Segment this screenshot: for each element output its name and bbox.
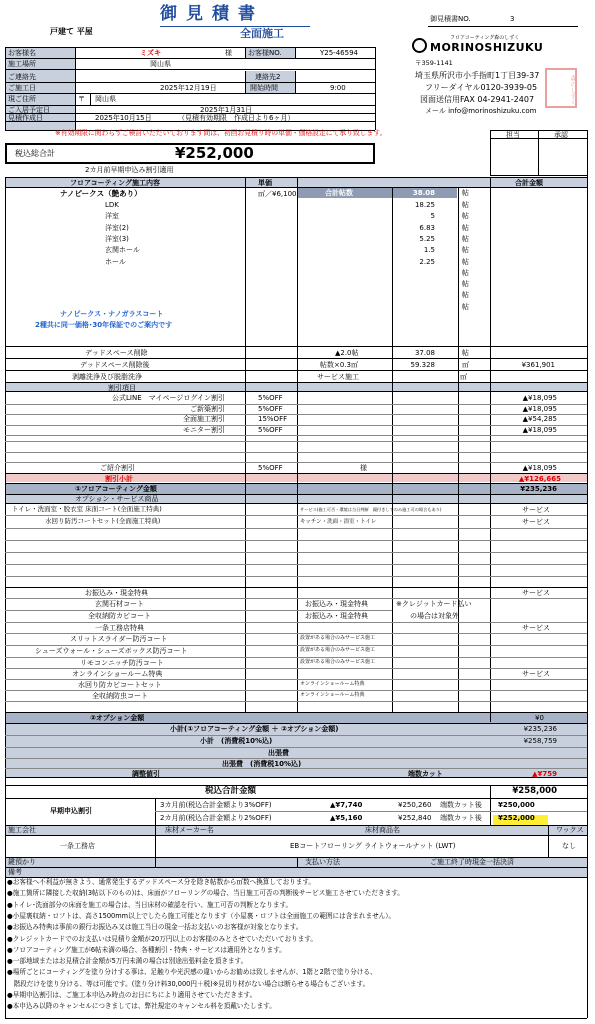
- early-final: ¥252,000: [498, 814, 535, 822]
- ichijo-item-1-note: 設置がある場合のみサービス施工: [300, 635, 376, 641]
- trip-fee-label: 出張費: [268, 749, 289, 757]
- company-zip: 〒359-1141: [415, 59, 453, 67]
- note-line: ●早期申込割引は、ご施工本申込み時点のお日にちにより適用させていただきます。: [7, 991, 257, 999]
- dead-space-value: ▲2.0帖: [335, 349, 359, 357]
- option-header: オプション・サービス商品: [75, 495, 159, 503]
- ichijo-header: 一条工務店特典: [95, 624, 144, 632]
- wax-label: ワックス: [556, 826, 584, 834]
- page-title: 御見積書: [160, 4, 264, 24]
- discount-subtotal: ▲¥126,665: [518, 475, 561, 483]
- company-seal: 森のしずく: [545, 68, 577, 108]
- option-1-note: サービス(施工可否・環境は当日判断 鏡付きしでのみ施工可の場合もあり): [300, 507, 442, 512]
- room-tatami: 5: [430, 212, 435, 221]
- discount-pct: 5%OFF: [258, 394, 283, 402]
- content-header: フロアコーティング施工内容: [70, 179, 160, 187]
- total-value: ¥252,000: [175, 144, 254, 162]
- early-period: 2カ月前(税込合計金額より2%OFF): [160, 814, 272, 822]
- notice-text: ※有効期限に関わらずご検討いただいております間は、初回お見積り時の単価・価格設定にて承り致します。: [55, 129, 387, 137]
- tatami-unit: 帖: [462, 280, 469, 289]
- coating-total: ¥235,236: [520, 485, 557, 493]
- after-dead-amount: ¥361,901: [521, 361, 555, 369]
- discount-amount: ▲¥18,095: [522, 425, 557, 434]
- early-after-discount: ¥250,260: [398, 801, 432, 809]
- discount-name: 公式LINE マイページログイン割引: [112, 394, 225, 402]
- site-value: 岡山県: [150, 60, 171, 68]
- discount-name: ご新築割引: [190, 404, 225, 413]
- dead-space-label: デッドスペース削除: [85, 349, 148, 357]
- contact2-label: 連絡先2: [255, 73, 281, 81]
- note-line: ●本申込み以降のキャンセルにつきましては、弊社規定のキャンセル料を頂戴いたします。: [7, 1002, 276, 1011]
- payment-method-value: ご施工終了時現金一括決済: [430, 858, 514, 866]
- construction-company-value: 一条工務店: [60, 842, 95, 850]
- pay-item-1-note: お振込み・現金特典: [305, 600, 368, 608]
- pay-item-2-note: お振込み・現金特典: [305, 612, 368, 620]
- room-name: 洋室: [105, 212, 119, 221]
- ichijo-item-3-note: 設置がある場合のみサービス施工: [300, 659, 376, 665]
- install-date: 2025年12月19日: [160, 84, 217, 92]
- dead-space-total: 37.08: [414, 349, 435, 357]
- customer-name-label: お客様名: [8, 49, 36, 57]
- room-tatami: 18.25: [414, 201, 435, 209]
- room-tatami: 2.25: [419, 257, 435, 266]
- honorific: 様: [225, 49, 232, 57]
- subtotal-1-label: 小計(①フロアコーティング金額 ＋ ②オプション金額): [170, 725, 339, 733]
- start-time: 9:00: [330, 84, 346, 92]
- after-dead-unit: ㎡: [462, 361, 469, 369]
- early-after-discount: ¥252,840: [398, 814, 432, 822]
- floor-product-value: EBコートフローリング ライトウォールナット (LWT): [290, 842, 456, 850]
- key-holding-label: 鍵預かり: [8, 858, 36, 866]
- total-note: 2カ月前早期申込み割引適用: [85, 166, 174, 174]
- discount-amount: ▲¥18,095: [522, 394, 557, 402]
- total-label: 税込総合計: [15, 149, 55, 158]
- discount-amount: ▲¥18,095: [522, 404, 557, 413]
- intro-discount-who: 様: [360, 464, 367, 472]
- contact-label: ご連絡先: [8, 73, 36, 81]
- tatami-unit: 帖: [462, 268, 469, 277]
- company-logo: MORINOSHIZUKU: [430, 41, 544, 54]
- discount-amount: ▲¥54,285: [522, 415, 557, 423]
- option-1-label: トイレ・洗面室・脱衣室 床面コート(全面施工特典): [12, 505, 162, 513]
- tatami-unit: 帖: [462, 291, 469, 300]
- building-type: 戸建て 平屋: [50, 27, 93, 36]
- note-line: ●フロアコーティング施工が6帖未満の場合、各種割引・特典・サービスは適用外となります。: [7, 945, 286, 954]
- note-line: ●場所ごとにコーティングを塗り分けする事は、足触りや光沢感の違いからお勧めは致しませんが、1階と2階で塗り分ける、: [7, 968, 377, 977]
- product-name: ナノピークス（艶あり）: [60, 189, 142, 198]
- pay-amount: サービス: [522, 589, 550, 597]
- company-address: 埼玉県所沢市小手指町1丁目39-37: [415, 71, 540, 80]
- coating-total-label: ①フロアコーティング金額: [75, 485, 157, 493]
- room-name: 洋室(2): [105, 223, 129, 232]
- room-tatami: 1.5: [423, 246, 435, 255]
- discount-name: 全面施工割引: [183, 415, 225, 423]
- created-date: 2025年10月15日: [95, 114, 152, 122]
- online-header: オンラインショールーム特典: [72, 670, 163, 678]
- company-mail: メール info@morinoshizuku.com: [425, 107, 537, 115]
- pay-header: お振込み・現金特典: [85, 589, 148, 597]
- early-final: ¥250,000: [498, 801, 535, 809]
- room-name: ホール: [105, 257, 126, 266]
- option-2-label: 水回り防汚コートセット(全面施工特典): [45, 517, 161, 525]
- option-1-amount: サービス: [522, 506, 550, 514]
- approve-label: 承認: [554, 131, 568, 139]
- remarks-label: 備考: [8, 868, 22, 876]
- note-line: 階段だけを塗り分ける、等は可能です。(塗り分け料30,000円＋税)※見切り材がない場合は断らせる場合もございます。: [7, 979, 370, 988]
- room-tatami: 6.83: [419, 223, 435, 232]
- room-name: 洋室(3): [105, 234, 129, 243]
- tatami-unit: 帖: [462, 257, 469, 266]
- doc-no-label: 御見積書NO.: [430, 15, 471, 23]
- intro-discount-pct: 5%OFF: [258, 464, 283, 472]
- early-period: 3カ月前(税込合計金額より3%OFF): [160, 801, 272, 809]
- note-line: ●クレジットカードでのお支払いは見積り金額が20万円以上のお客様のみとさせていただいております。: [7, 934, 317, 943]
- online-item-1-note: オンラインショールーム特典: [300, 681, 365, 687]
- floor-maker-label: 床材メーカー名: [165, 826, 214, 834]
- unit-price: ㎡／¥6,100: [258, 190, 297, 198]
- install-date-label: ご施工日: [8, 84, 36, 92]
- note-line: ●施工箇所に隣接した収納(3帖以下のもの)は、床面がフローリングの場合、当日施工可否の判断後サービス施工させていただきます。: [7, 889, 404, 898]
- address-label: 現ご住所: [8, 95, 36, 103]
- address-value: 岡山県: [95, 95, 116, 103]
- wash-value: サービス施工: [317, 373, 359, 381]
- floor-product-label: 床材商品名: [365, 826, 400, 834]
- option-2-amount: サービス: [522, 518, 550, 526]
- after-dead-label: デッドスペース削除後: [80, 361, 150, 369]
- construction-company-label: 施工会社: [8, 826, 36, 834]
- after-dead-value: 59.328: [410, 361, 435, 369]
- start-time-label: 開始時間: [250, 84, 278, 92]
- wash-unit: ㎡: [460, 373, 467, 381]
- after-dead-calc: 帖数×0.3㎡: [320, 361, 358, 369]
- round-cut-label: 端数カット: [408, 770, 443, 778]
- ichijo-item-3: リモコンニッチ防汚コート: [80, 659, 164, 667]
- online-item-2: 全収納防虫コート: [92, 692, 148, 700]
- early-discount: ▲¥7,740: [330, 801, 363, 809]
- tatami-unit: 帖: [462, 212, 469, 221]
- note-line: ●お振込み特典は事前の銀行お振込み又は施工当日の現金一括お支払いのお客様が対象となります。: [7, 923, 303, 932]
- wax-value: なし: [562, 842, 576, 850]
- amount-header: 合計金額: [515, 179, 543, 187]
- note-line: ●お客様へ不利益が無きよう、通常発生するデッドスペース分を除き帖数から㎡数へ換算しております。: [7, 878, 316, 886]
- room-name: 玄関ホール: [105, 246, 140, 255]
- staff-label: 担当: [506, 131, 520, 139]
- card-note-2: の場合は対象外: [410, 612, 459, 620]
- doc-no: 3: [510, 15, 515, 23]
- online-amount: サービス: [522, 670, 550, 678]
- customer-name: ミズキ: [140, 49, 161, 57]
- logo-leaf-icon: [412, 38, 427, 53]
- intro-discount-label: ご紹介割引: [100, 464, 135, 472]
- discount-name: モニター割引: [183, 425, 225, 434]
- note-line: ●トイレ･洗面部分の床面を施工の場合は、当日床材の確認を行い、施工可否の判断となります。: [7, 900, 293, 909]
- subtotal-1: ¥235,236: [523, 725, 557, 733]
- early-discount: ▲¥5,160: [330, 814, 363, 822]
- zip-mark: 〒: [78, 95, 85, 103]
- round-cut: ▲¥759: [532, 770, 557, 778]
- early-discount-label: 早期申込割引: [50, 807, 92, 815]
- area-label: 合計帖数: [325, 189, 353, 197]
- page-subtitle: 全面施工: [240, 27, 284, 40]
- ichijo-item-1: スリットスライダー防汚コート: [70, 635, 168, 643]
- move-in-label: ご入居予定日: [8, 106, 50, 114]
- adjust-label: 調整値引: [132, 770, 160, 778]
- payment-method-label: 支払い方法: [305, 858, 340, 866]
- area-total: 38.08: [412, 189, 435, 197]
- discount-subtotal-label: 割引小計: [105, 475, 133, 483]
- early-cut-label: 端数カット後: [440, 814, 482, 822]
- ichijo-item-2-note: 設置がある場合のみサービス施工: [300, 647, 376, 653]
- promo-line-1: ナノピークス・ナノガラスコート: [60, 310, 164, 318]
- note-line: ●小屋裏収納・ロフトは、高さ1500mm以上でしたら施工可能となります（小屋裏・ロフトは全面施工の範囲には含まれません）。: [7, 911, 396, 920]
- discount-pct: 5%OFF: [258, 425, 283, 434]
- created-label: 見積作成日: [8, 114, 43, 122]
- subtotal-2: ¥258,759: [523, 737, 557, 745]
- tatami-unit: 帖: [462, 201, 469, 209]
- wash-label: 剥離洗浄及び脱脂洗浄: [72, 373, 142, 381]
- dead-space-unit: 帖: [462, 349, 469, 357]
- option-total-label: ②オプション金額: [90, 714, 145, 722]
- tatami-unit: 帖: [462, 223, 469, 232]
- subtotal-2-label: 小計 (消費税10%込): [200, 737, 273, 745]
- company-fax: 図面送信用FAX 04-2941-2407: [420, 95, 535, 104]
- ichijo-item-2: シューズウォール・シューズボックス防汚コート: [35, 647, 188, 655]
- discount-header: 割引項目: [108, 384, 136, 392]
- company-freedial: フリーダイヤル0120-3939-05: [425, 83, 538, 92]
- discount-pct: 5%OFF: [258, 404, 283, 413]
- discount-pct: 15%OFF: [258, 415, 288, 423]
- move-in-date: 2025年1月31日: [200, 106, 253, 114]
- customer-no-label: お客様NO.: [248, 49, 282, 57]
- room-tatami: 5.25: [419, 234, 435, 243]
- grand-total-label: 税込合計金額: [205, 786, 257, 796]
- option-total: ¥0: [535, 714, 544, 722]
- company-tagline: フロアコーティング森のしずく: [450, 35, 520, 41]
- card-note-1: ※クレジットカード払い: [396, 600, 472, 608]
- tatami-unit: 帖: [462, 234, 469, 243]
- pay-item-2: 全収納防カビコート: [88, 612, 151, 620]
- tatami-unit: 帖: [462, 246, 469, 255]
- tatami-unit: 帖: [462, 302, 469, 311]
- pay-item-1: 玄関石材コート: [95, 600, 144, 608]
- room-name: LDK: [105, 201, 119, 209]
- site-label: 施工場所: [8, 60, 36, 68]
- validity-note: （見積有効期限 作成日より6ヶ月）: [178, 114, 295, 122]
- customer-no: Y25-46594: [320, 49, 358, 57]
- tatami-unit: 帖: [462, 189, 469, 197]
- online-item-2-note: オンラインショールーム特典: [300, 692, 365, 698]
- online-item-1: 水回り防カビコートセット: [78, 681, 162, 689]
- unit-header: 単価: [258, 179, 272, 187]
- intro-discount-amount: ▲¥18,095: [522, 464, 557, 472]
- early-cut-label: 端数カット後: [440, 801, 482, 809]
- trip-fee-tax-label: 出張費 (消費税10%込): [222, 760, 302, 768]
- ichijo-amount: サービス: [522, 624, 550, 632]
- option-2-note: キッチン・洗面・浴室・トイレ: [300, 519, 377, 525]
- note-line: ●一部地域またはお見積合計金額が5万円未満の場合は別途出張料金を頂きます。: [7, 957, 248, 966]
- grand-total: ¥258,000: [512, 786, 557, 796]
- promo-line-2: 2種共に同一価格･30年保証でのご案内です: [35, 321, 173, 329]
